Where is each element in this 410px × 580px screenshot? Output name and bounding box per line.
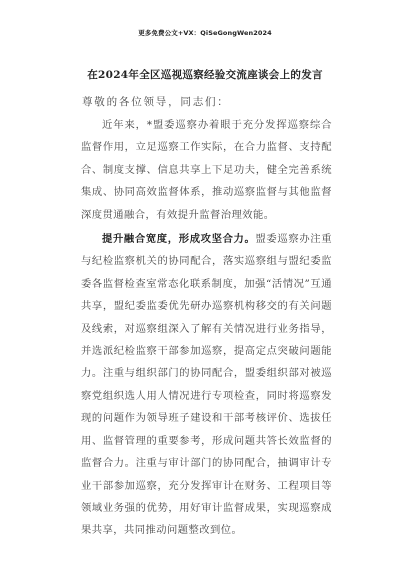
paragraph-integration-heading: 提升融合宽度，形成攻坚合力。 — [102, 233, 256, 246]
paragraph-intro-text: 近年来，*盟委巡察办着眼于充分发挥巡察综合监督作用，立足巡察工作实际，在合力监督、支持配合、制度支撑、信息共享上下足功夫，健全完善系统集成、协同高效监督体系，推动巡察监督与其他监督深度贯通融合，有效提升监督治理效能。 — [81, 119, 332, 221]
paragraph-intro — [81, 114, 332, 226]
salutation: 尊敬的各位领导，同志们： — [82, 96, 230, 108]
document-body — [81, 114, 332, 542]
header-note: 更多免费公文+VX：QiSeGongWen2024 — [138, 29, 272, 37]
paragraph-integration-text: 盟委巡察办注重与纪检监察机关的协同配合，落实巡察组与盟纪委监委各监督检查室常态化联系制度，加强“活情况”互通共享，盟纪委监委优先研办巡察机构移交的有关问题及线索，对巡察组深入了解有关情况进行业务指导，并选派纪检监察干部参加巡察，提高定点突破问题能力。注重与组织部门的协同配合，盟委组织部对被巡察党组织选人用人情况进行专项检查，同时将巡察发现的问题作为领导班子建设和干部考核评价、选拔任用、监督管理的重要参考，形成问题共答长效监督的监督合力。注重与审计部门的协同配合，抽调审计专业干部参加巡察，充分发挥审计在财务、工程项目等领域业务强的优势，用好审计监督成果，实现巡察成果共享，共同推动问题整改到位。 — [81, 233, 332, 537]
document-title: 在2024年全区巡视巡察经验交流座谈会上的发言 — [87, 69, 323, 81]
paragraph-integration — [81, 228, 332, 542]
